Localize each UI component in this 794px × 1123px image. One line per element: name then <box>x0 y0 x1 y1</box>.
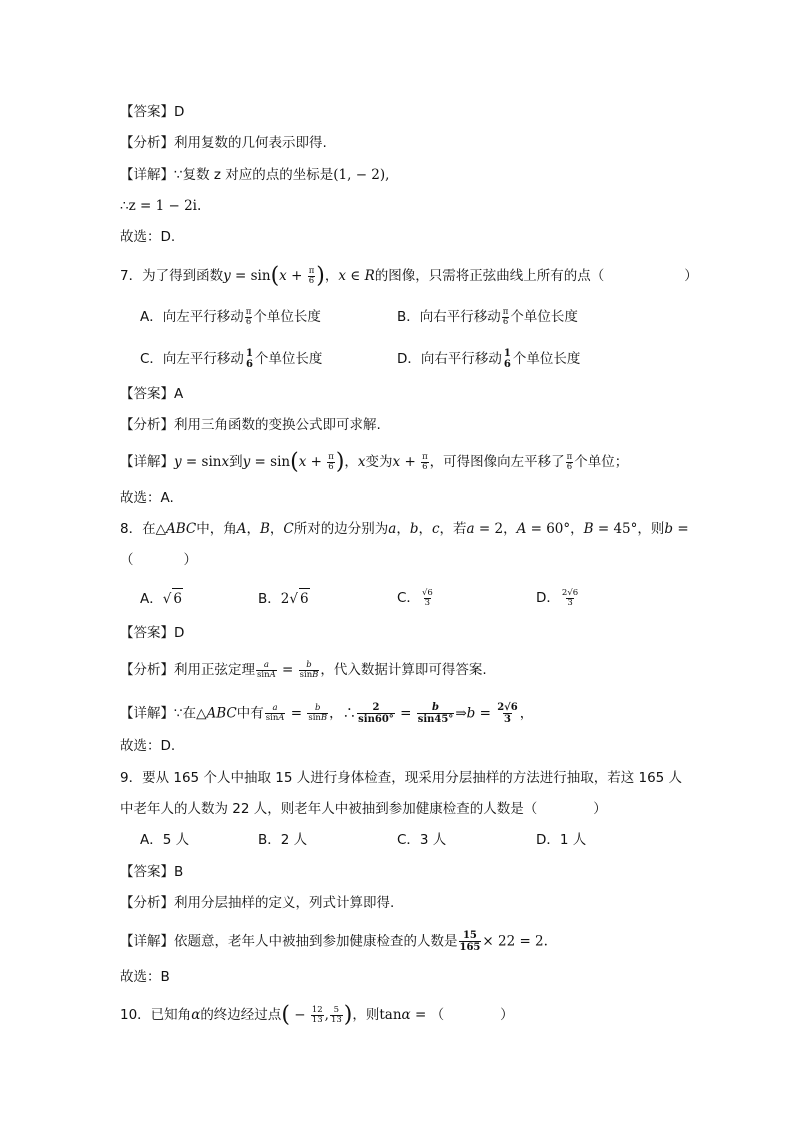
question-7: 7．为了得到函数y = sin(x + $\frac{\pi}{6}$ )，x ∈ R的图像，只需将正弦曲线上所有的点（ ） <box>120 263 698 289</box>
choice-line: 故选：A. <box>120 490 174 506</box>
option-a: A．向左平行移动 $\frac{\pi}{6}$ 个单位长度 <box>140 306 321 327</box>
analysis-text: 【分析】利用正弦定理 $\frac{a}{\sin A}$ = $\frac{b}{\sin B}$ ，代入数据计算即可得答案. <box>120 659 487 680</box>
function-formula: y = sin(x + $\frac{\pi}{6}$ )，x ∈ R <box>223 263 375 289</box>
detail-text: 【详解】∵复数 z 对应的点的坐标是(1, − 2), <box>120 167 390 183</box>
choice-line: 故选：D. <box>120 229 176 245</box>
detail-text: 【详解】y = sinx到y = sin(x + $\frac{\pi}{6}$ )，x变为x + $\frac{\pi}{6}$ ，可得图像向左平移了 $\frac{\pi}{6}$ 个单位； <box>120 449 629 475</box>
option-d: D．1 人 <box>536 832 587 848</box>
answer-label: 【答案】A <box>120 386 184 402</box>
analysis-text: 【分析】利用分层抽样的定义，列式计算即得. <box>120 895 395 911</box>
detail-text: 【详解】依题意，老年人中被抽到参加健康检查的人数是 $\frac{15}{165}$ × 22 = 2. <box>120 930 548 953</box>
choice-line: 故选：B <box>120 969 170 985</box>
option-a: A．5 人 <box>140 832 190 848</box>
analysis-text: 【分析】利用三角函数的变换公式即可求解. <box>120 417 381 433</box>
option-b: B．2 人 <box>258 832 308 848</box>
question-9-cont: 中老年人的人数为 22 人，则老年人中被抽到参加健康检查的人数是（ ） <box>120 801 607 817</box>
answer-label: 【答案】D <box>120 625 185 641</box>
option-c: C． $\frac{√6}{3}$ <box>397 587 433 608</box>
analysis-text: 【分析】利用复数的几何表示即得. <box>120 135 327 151</box>
option-b: B．2√ 6 <box>258 588 310 609</box>
result-line: ∴z = 1 − 2i. <box>120 198 202 214</box>
choice-line: 故选：D. <box>120 738 176 754</box>
question-8-bracket: （ ） <box>120 552 197 568</box>
option-c: C．3 人 <box>397 832 447 848</box>
option-d: D． $\frac{2√6}{3}$ <box>536 587 579 608</box>
answer-label: 【答案】B <box>120 864 184 880</box>
option-b: B．向右平行移动 $\frac{\pi}{6}$ 个单位长度 <box>397 306 578 327</box>
option-a: A．√ 6 <box>140 588 183 609</box>
question-8: 8．在△ABC中，角A，B，C所对的边分别为a，b，c，若a = 2，A = 60°，B = 45°，则b = <box>120 521 689 537</box>
detail-text: 【详解】∵在△ABC中有 $\frac{a}{\sin A}$ = $\frac{b}{\sin B}$ ，∴ $\frac{2}{\sin 60^\circ}$ = $\frac{b}{\sin 45^\circ}$ ⇒b = $\frac{2√6}{3}$ ， <box>120 702 534 725</box>
question-9: 9．要从 165 个人中抽取 15 人进行身体检查，现采用分层抽样的方法进行抽取，若这 165 人 <box>120 770 683 786</box>
question-10: 10．已知角α的终边经过点( − $\frac{12}{13}$ , $\frac{5}{13}$ )，则tanα = （ ） <box>120 1002 514 1028</box>
option-d: D．向右平行移动 1 6 个单位长度 <box>397 348 581 370</box>
answer-label: 【答案】D <box>120 104 185 120</box>
option-c: C．向左平行移动 1 6 个单位长度 <box>140 348 323 370</box>
